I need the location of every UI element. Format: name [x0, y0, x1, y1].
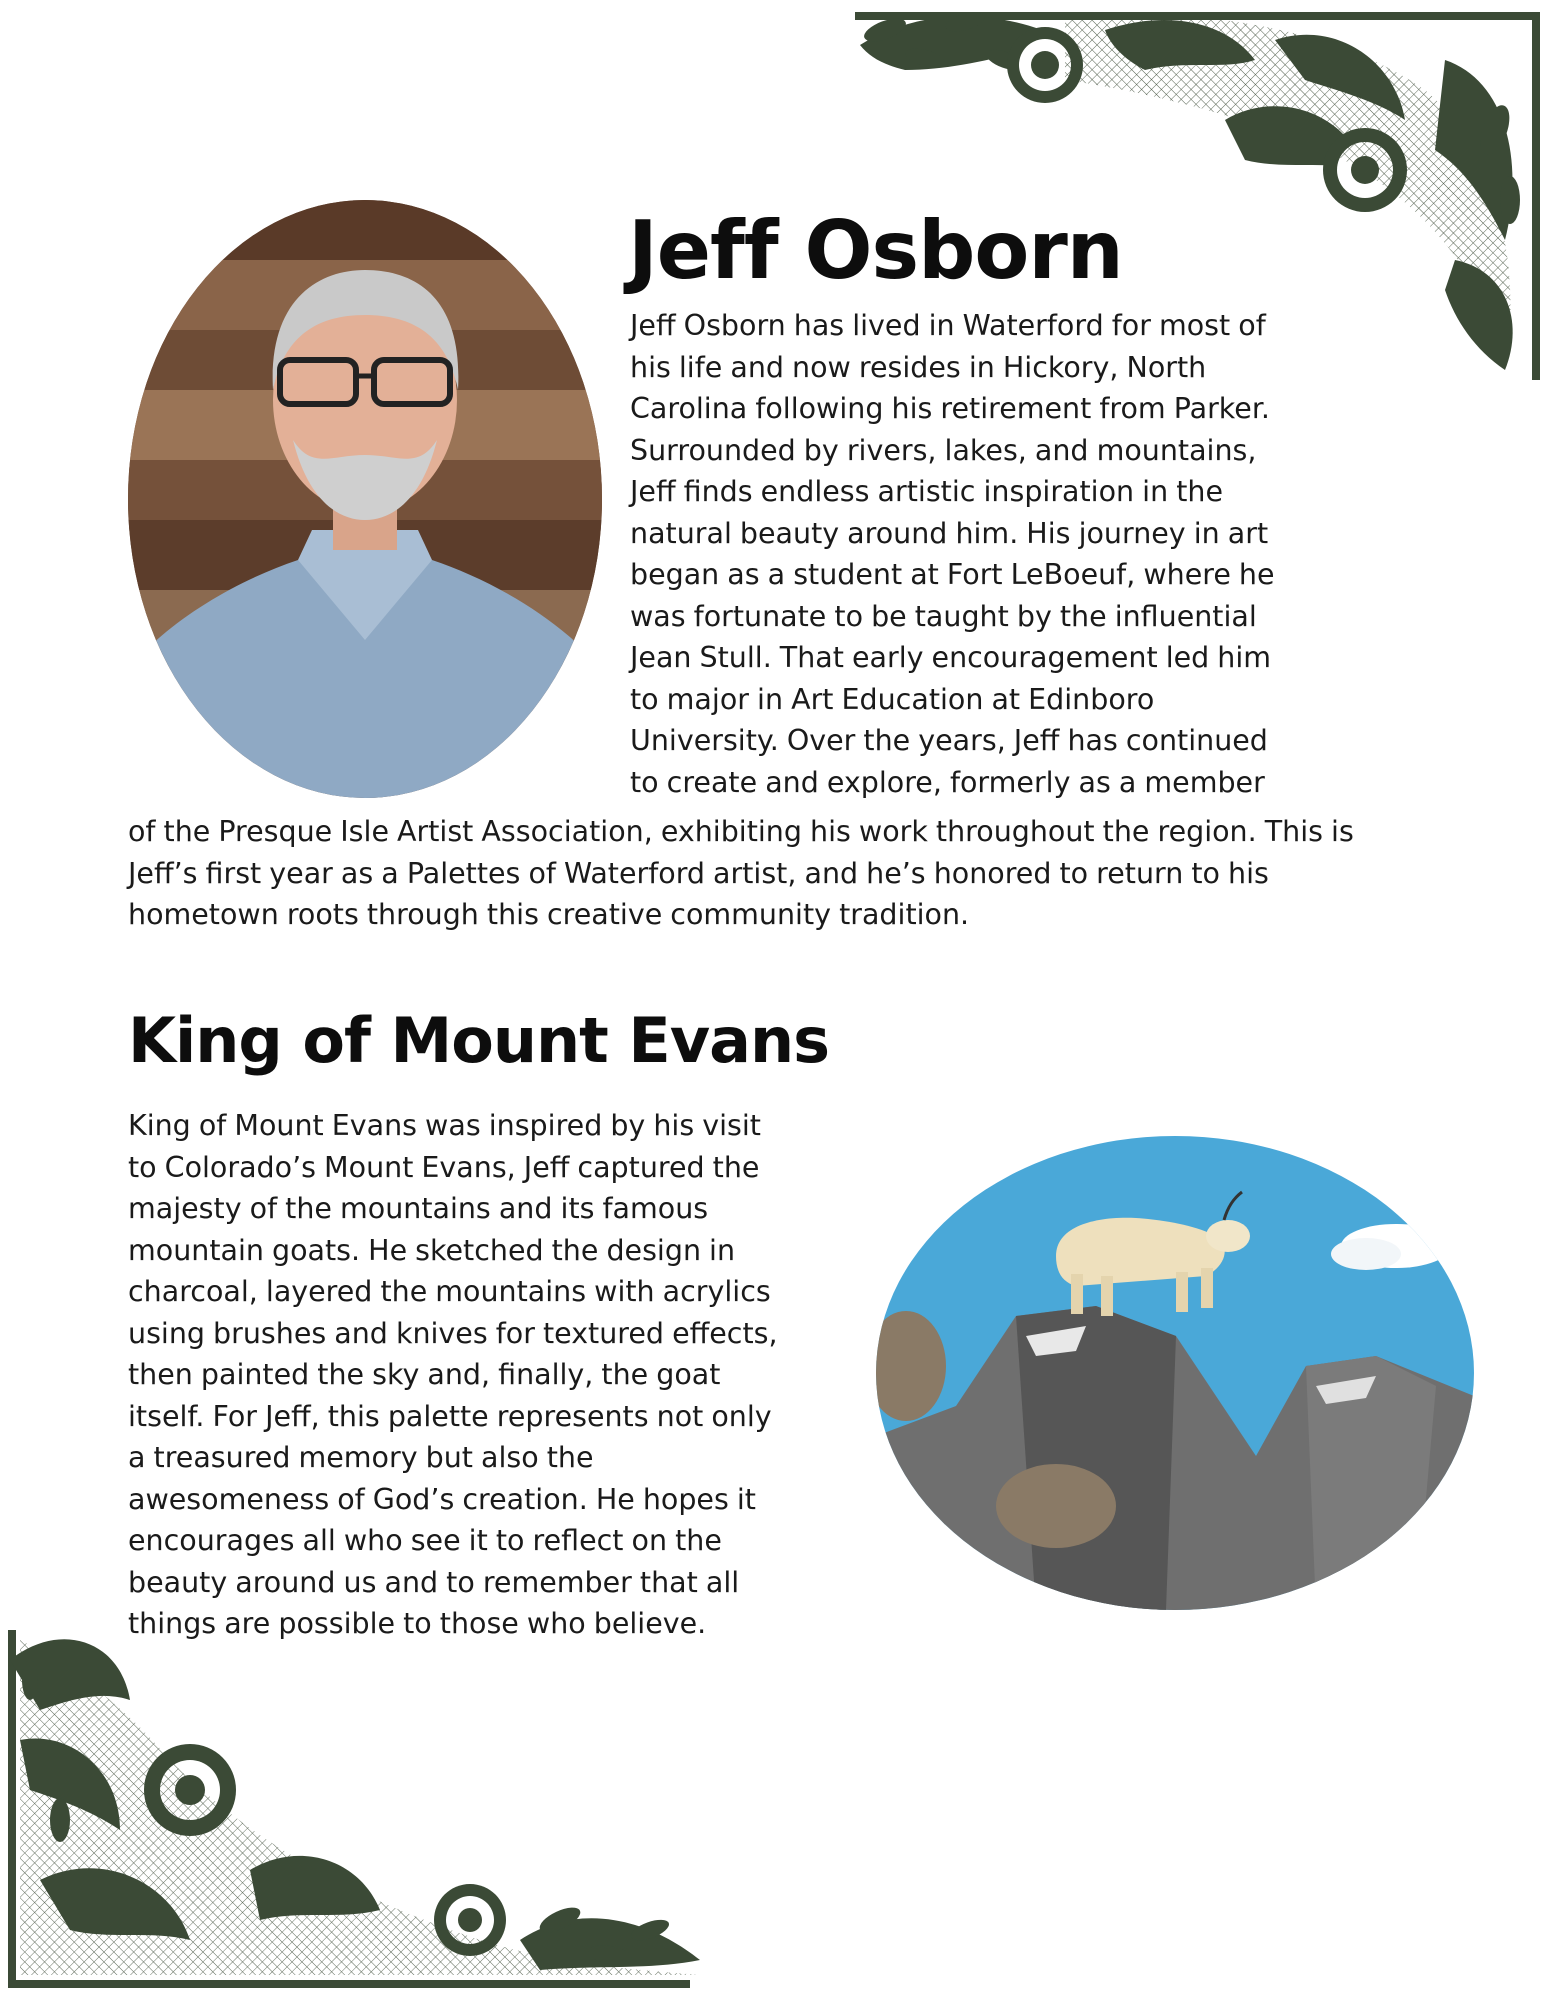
artist-name-heading: Jeff Osborn	[628, 204, 1123, 297]
description-line: encourages all who see it to reflect on the	[128, 1524, 722, 1557]
bio-line: hometown roots through this creative community tradition.	[128, 898, 970, 931]
bio-line: University. Over the years, Jeff has continued	[630, 724, 1268, 757]
description-line: things are possible to those who believe.	[128, 1607, 707, 1640]
description-line: itself. For Jeff, this palette represents not only	[128, 1399, 772, 1433]
description-line: charcoal, layered the mountains with acrylics	[128, 1275, 771, 1308]
bio-line: Jeff Osborn has lived in Waterford for most of	[630, 309, 1266, 342]
description-line: majesty of the mountains and its famous	[128, 1192, 709, 1225]
bio-line: to create and explore, formerly as a member	[630, 765, 1265, 799]
bio-line: began as a student at Fort LeBoeuf, where he	[630, 558, 1275, 591]
artist-bio-full-width	[128, 811, 1418, 936]
description-line: a treasured memory but also the	[128, 1441, 594, 1474]
description-line: awesomeness of God’s creation. He hopes it	[128, 1482, 756, 1516]
artwork-description	[128, 1105, 828, 1645]
description-line: mountain goats. He sketched the design in	[128, 1233, 736, 1267]
bio-line: Jeff’s first year as a Palettes of Waterford artist, and he’s honored to return to his	[128, 856, 1269, 890]
lace-corner-ornament-bottom-left	[0, 1620, 740, 2000]
description-line: using brushes and knives for textured effects,	[128, 1316, 778, 1350]
bio-line: Carolina following his retirement from Parker.	[630, 392, 1270, 425]
description-line: beauty around us and to remember that all	[128, 1565, 740, 1599]
artist-portrait-photo	[128, 200, 602, 798]
artwork-title-heading: King of Mount Evans	[128, 1004, 829, 1077]
bio-line: Jeff finds endless artistic inspiration in the	[630, 475, 1223, 508]
bio-line: Surrounded by rivers, lakes, and mountains,	[630, 433, 1257, 467]
bio-line: natural beauty around him. His journey in art	[630, 516, 1269, 550]
description-line: King of Mount Evans was inspired by his visit	[128, 1109, 761, 1142]
artwork-painting-photo	[876, 1136, 1474, 1610]
bio-line: Jean Stull. That early encouragement led him	[630, 641, 1272, 674]
bio-line: was fortunate to be taught by the influential	[630, 599, 1257, 633]
artist-bio-wrapped	[630, 305, 1330, 803]
bio-line: to major in Art Education at Edinboro	[630, 682, 1155, 716]
bio-line: his life and now resides in Hickory, North	[630, 350, 1207, 384]
bio-line: of the Presque Isle Artist Association, exhibiting his work throughout the region. This is	[128, 815, 1354, 848]
description-line: then painted the sky and, finally, the goat	[128, 1358, 721, 1391]
description-line: to Colorado’s Mount Evans, Jeff captured the	[128, 1150, 760, 1184]
